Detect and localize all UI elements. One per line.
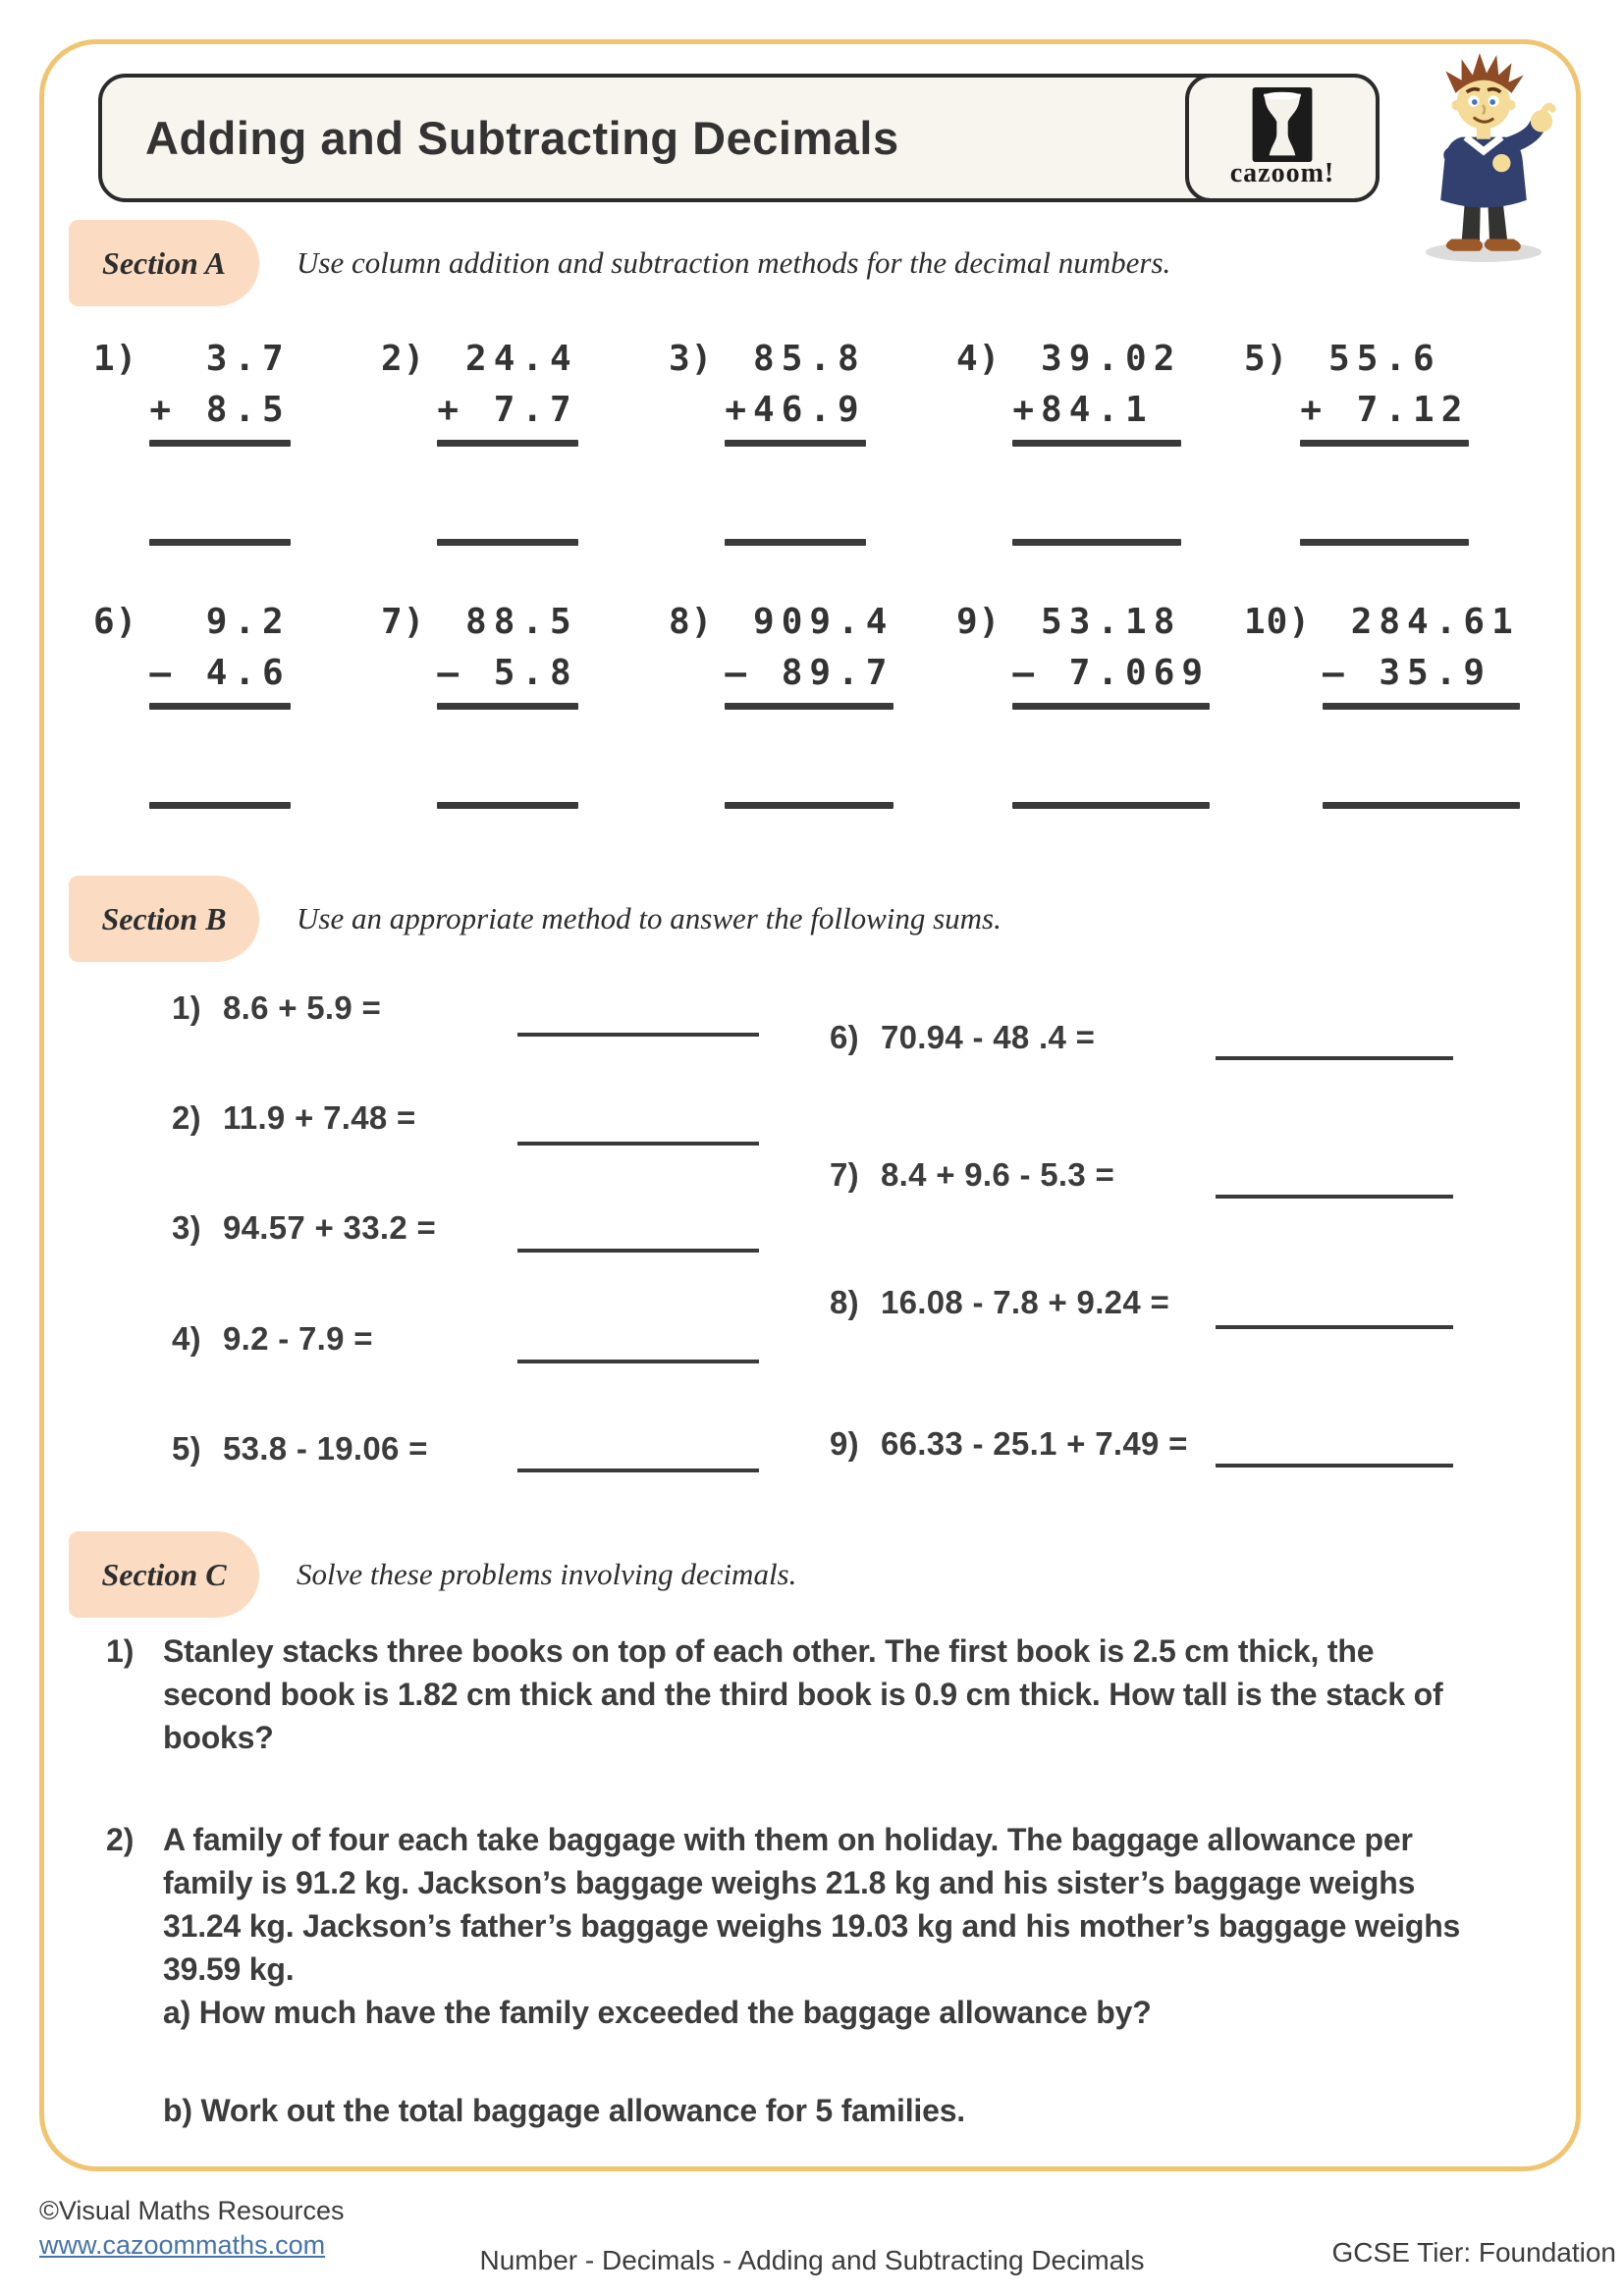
page-title: Adding and Subtracting Decimals bbox=[145, 112, 899, 164]
answer-line bbox=[1216, 1195, 1453, 1199]
expression: 66.33 - 25.1 + 7.49 = bbox=[880, 1425, 1188, 1462]
minuend: 284.61 bbox=[1323, 602, 1520, 642]
mascot-boy-thumbs-up-illustration bbox=[1382, 45, 1585, 265]
drum-icon bbox=[1252, 87, 1313, 162]
answer-line bbox=[1216, 1056, 1453, 1060]
column-problem-9: 9) 53.18 – 7.069 bbox=[956, 597, 1244, 809]
addend-top: 55.6 bbox=[1300, 339, 1441, 379]
expression: 53.8 - 19.06 = bbox=[222, 1430, 428, 1467]
answer-line bbox=[1012, 802, 1210, 809]
addend-bottom: + 8.5 bbox=[149, 390, 291, 430]
sum-line bbox=[1012, 440, 1181, 447]
column-problem-8: 8) 909.4 – 89.7 bbox=[669, 597, 956, 809]
subtrahend: – 4.6 bbox=[149, 653, 291, 693]
answer-line bbox=[725, 802, 893, 809]
addend-bottom: +46.9 bbox=[725, 390, 866, 430]
section-a-row-1 bbox=[93, 334, 1566, 546]
sum-line bbox=[437, 703, 577, 710]
word-problem-2: 2) A family of four each take baggage with them on holiday. The baggage allowance per family is 91.2 kg. Jackson’s baggage weighs 21.8 kg and his sister’s baggage weighs 31.24 kg. Jackson’s father’s baggage weighs 19.03 kg and his mother’s baggage weighs 39.59 kg. a) How much have the family exceeded the baggage allowance by? b) Work out the total baggage allowance for 5 families. bbox=[106, 1818, 1490, 2132]
column-problem-5: 5) 55.6 + 7.12 bbox=[1244, 334, 1532, 546]
answer-line bbox=[517, 1249, 759, 1253]
column-problem-1: 1) 3.7 + 8.5 bbox=[93, 334, 381, 546]
word-problem-text: Stanley stacks three books on top of each other. The first book is 2.5 cm thick, the second book is 1.82 cm thick and the third book is 0.9 cm thick. How tall is the stack of books? bbox=[163, 1633, 1443, 1755]
addend-top: 39.02 bbox=[1012, 339, 1182, 379]
answer-line bbox=[1323, 802, 1520, 809]
subtrahend: – 5.8 bbox=[437, 653, 578, 693]
footer-website-link[interactable]: www.cazoommaths.com bbox=[39, 2230, 326, 2260]
word-problem-part-b: b) Work out the total baggage allowance for 5 families. bbox=[163, 2093, 965, 2128]
cazoom-logo bbox=[1185, 74, 1380, 202]
footer-tier: GCSE Tier: Foundation bbox=[1331, 2237, 1616, 2268]
expression: 11.9 + 7.48 = bbox=[222, 1099, 416, 1136]
sum-problem-7: 7) 8.4 + 9.6 - 5.3 = bbox=[830, 1156, 1115, 1193]
minuend: 53.18 bbox=[1012, 602, 1182, 642]
sum-problem-3: 3) 94.57 + 33.2 = bbox=[172, 1209, 437, 1246]
sum-problem-9: 9) 66.33 - 25.1 + 7.49 = bbox=[830, 1425, 1188, 1462]
answer-line bbox=[517, 1142, 759, 1146]
section-a-row-2 bbox=[93, 597, 1566, 809]
addend-bottom: + 7.12 bbox=[1300, 390, 1470, 430]
sum-line bbox=[149, 703, 290, 710]
minuend: 88.5 bbox=[437, 602, 578, 642]
addend-top: 24.4 bbox=[437, 339, 578, 379]
answer-line bbox=[149, 539, 290, 546]
answer-line bbox=[517, 1033, 759, 1037]
sum-line bbox=[725, 703, 893, 710]
footer-topic: Number - Decimals - Adding and Subtracting Decimals bbox=[479, 2245, 1145, 2275]
minuend: 909.4 bbox=[725, 602, 894, 642]
addend-bottom: +84.1 bbox=[1012, 390, 1154, 430]
expression: 70.94 - 48 .4 = bbox=[880, 1019, 1096, 1055]
answer-line bbox=[149, 802, 290, 809]
word-problem-text: A family of four each take baggage with them on holiday. The baggage allowance per family is 91.2 kg. Jackson’s baggage weighs 21.8 kg and his sister’s baggage weighs 31.24 kg. Jackson’s father’s baggage weighs 19.03 kg and his mother’s baggage weighs 39.59 kg. bbox=[163, 1822, 1461, 1987]
minuend: 9.2 bbox=[149, 602, 291, 642]
answer-line bbox=[517, 1468, 759, 1472]
column-problem-6: 6) 9.2 – 4.6 bbox=[93, 597, 381, 809]
subtrahend: – 89.7 bbox=[725, 653, 894, 693]
sum-line bbox=[1300, 440, 1469, 447]
column-problem-2: 2) 24.4 + 7.7 bbox=[381, 334, 669, 546]
expression: 8.6 + 5.9 = bbox=[222, 989, 382, 1026]
section-b-label: Section B bbox=[69, 876, 259, 962]
expression: 9.2 - 7.9 = bbox=[222, 1320, 373, 1357]
sum-line bbox=[1323, 703, 1520, 710]
subtrahend: – 35.9 bbox=[1323, 653, 1492, 693]
sum-problem-2: 2) 11.9 + 7.48 = bbox=[172, 1099, 416, 1136]
answer-line bbox=[1012, 539, 1181, 546]
sum-line bbox=[437, 440, 577, 447]
section-c-instruction: Solve these problems involving decimals. bbox=[297, 1557, 797, 1591]
section-b-instruction: Use an appropriate method to answer the following sums. bbox=[297, 901, 1001, 935]
addend-top: 3.7 bbox=[149, 339, 291, 379]
sum-problem-1: 1) 8.6 + 5.9 = bbox=[172, 989, 382, 1026]
sum-problem-6: 6) 70.94 - 48 .4 = bbox=[830, 1019, 1096, 1055]
sum-problem-5: 5) 53.8 - 19.06 = bbox=[172, 1430, 428, 1467]
section-a-instruction: Use column addition and subtraction methods for the decimal numbers. bbox=[297, 245, 1171, 280]
answer-line bbox=[1300, 539, 1469, 546]
section-a-label: Section A bbox=[69, 220, 259, 306]
column-problem-4: 4) 39.02 +84.1 bbox=[956, 334, 1244, 546]
answer-line bbox=[725, 539, 865, 546]
sum-problem-8: 8) 16.08 - 7.8 + 9.24 = bbox=[830, 1284, 1170, 1320]
answer-line bbox=[1216, 1464, 1453, 1468]
column-problem-3: 3) 85.8 +46.9 bbox=[669, 334, 956, 546]
column-problem-7: 7) 88.5 – 5.8 bbox=[381, 597, 669, 809]
answer-line bbox=[437, 802, 577, 809]
sum-line bbox=[149, 440, 290, 447]
answer-line bbox=[437, 539, 577, 546]
column-problem-10: 10) 284.61 – 35.9 bbox=[1244, 597, 1532, 809]
word-problem-part-a: a) How much have the family exceeded the baggage allowance by? bbox=[163, 1995, 1152, 2030]
section-c-label: Section C bbox=[69, 1531, 259, 1618]
expression: 8.4 + 9.6 - 5.3 = bbox=[880, 1156, 1115, 1193]
sum-line bbox=[1012, 703, 1210, 710]
sum-problem-4: 4) 9.2 - 7.9 = bbox=[172, 1320, 373, 1357]
subtrahend: – 7.069 bbox=[1012, 653, 1211, 693]
expression: 94.57 + 33.2 = bbox=[222, 1209, 437, 1246]
answer-line bbox=[1216, 1325, 1453, 1329]
expression: 16.08 - 7.8 + 9.24 = bbox=[880, 1284, 1170, 1320]
logo-wordmark: cazoom! bbox=[1229, 157, 1335, 188]
answer-line bbox=[517, 1360, 759, 1363]
footer-copyright: ©Visual Maths Resources bbox=[39, 2196, 345, 2225]
sum-line bbox=[725, 440, 865, 447]
addend-top: 85.8 bbox=[725, 339, 866, 379]
word-problem-1: 1) Stanley stacks three books on top of each other. The first book is 2.5 cm thick, the second book is 1.82 cm thick and the third book is 0.9 cm thick. How tall is the stack of books? bbox=[106, 1629, 1490, 1759]
addend-bottom: + 7.7 bbox=[437, 390, 578, 430]
